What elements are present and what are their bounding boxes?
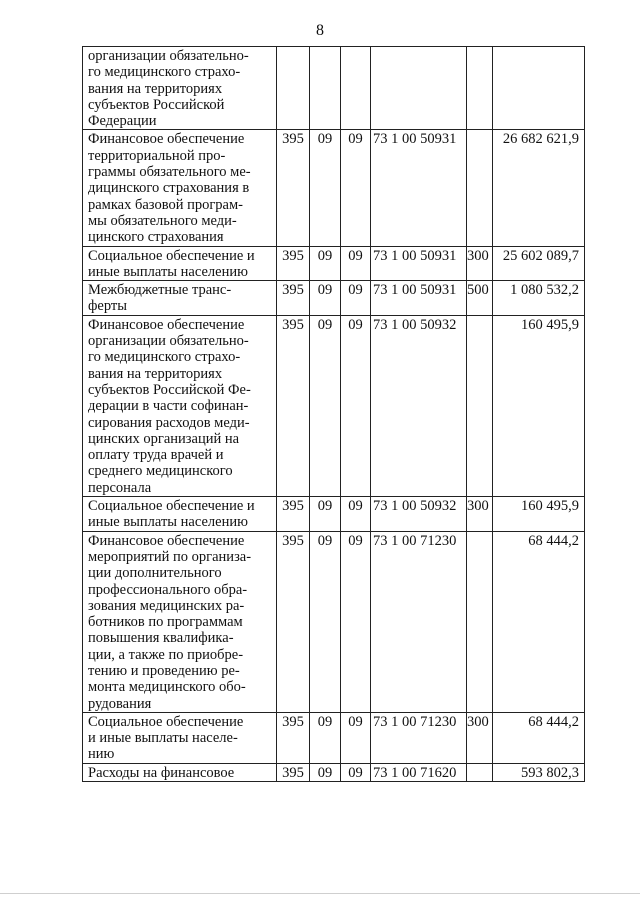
amount-cell: 68 444,2: [493, 531, 585, 712]
expense-type-cell: 300: [467, 497, 493, 532]
section-code-cell: 09: [310, 246, 341, 281]
expense-name-line: Межбюджетные транс-: [88, 282, 232, 299]
expense-name-line: дицинского страхования в: [88, 180, 250, 197]
expense-name-line: вания на территориях: [88, 80, 223, 97]
expense-name-line: мероприятий по организа-: [88, 548, 252, 565]
section-code-cell: 09: [310, 497, 341, 532]
expense-name-line: организации обязательно-: [88, 48, 249, 64]
subsection-code-cell: 09: [341, 763, 371, 781]
expense-name-line: территориальной про-: [88, 147, 226, 164]
expense-name-line: го медицинского страхо-: [88, 349, 241, 366]
expense-name-line: вания на территориях: [88, 365, 223, 382]
expense-name-line: профессионального обра-: [88, 581, 248, 598]
table-row: [83, 47, 585, 130]
section-code-cell: 09: [310, 712, 341, 763]
ministry-code-cell: 395: [277, 246, 310, 281]
subsection-code-cell: 09: [341, 246, 371, 281]
budget-table: [82, 46, 585, 782]
expense-name-line: монта медицинского обо-: [88, 679, 246, 696]
expense-name-cell: [83, 497, 277, 532]
target-article-cell: [371, 47, 467, 130]
subsection-code-cell: 09: [341, 712, 371, 763]
target-article-cell: 73 1 00 50932: [371, 497, 467, 532]
ministry-code-cell: 395: [277, 130, 310, 246]
target-article-cell: 73 1 00 71230: [371, 712, 467, 763]
expense-name-line: иные выплаты населению: [88, 514, 248, 531]
expense-name-line: ферты: [88, 298, 127, 315]
expense-name-line: повышения квалифика-: [88, 630, 234, 647]
expense-name-line: го медицинского страхо-: [88, 64, 241, 81]
amount-cell: 1 080 532,2: [493, 281, 585, 316]
expense-name-line: и иные выплаты населе-: [88, 730, 238, 747]
expense-name-line: Социальное обеспечение и: [88, 247, 255, 264]
expense-name-line: Социальное обеспечение: [88, 713, 244, 730]
section-code-cell: 09: [310, 763, 341, 781]
expense-name-line: цинского страхования: [88, 229, 224, 246]
expense-name-cell: [83, 246, 277, 281]
expense-name-line: сирования расходов меди-: [88, 414, 250, 431]
expense-name-cell: [83, 281, 277, 316]
ministry-code-cell: 395: [277, 281, 310, 316]
expense-name-line: рудования: [88, 695, 152, 712]
amount-cell: [493, 47, 585, 130]
budget-table-body: [83, 47, 585, 782]
ministry-code-cell: 395: [277, 712, 310, 763]
expense-name-line: субъектов Российской: [88, 96, 225, 113]
page-bottom-rule: [0, 893, 640, 894]
ministry-code-cell: [277, 47, 310, 130]
amount-cell: 160 495,9: [493, 315, 585, 496]
amount-cell: 593 802,3: [493, 763, 585, 781]
amount-cell: 160 495,9: [493, 497, 585, 532]
table-row: [83, 497, 585, 532]
expense-name-line: среднего медицинского: [88, 463, 233, 480]
expense-name-line: граммы обязательного ме-: [88, 164, 251, 181]
expense-name-cell: [83, 47, 277, 130]
amount-cell: 68 444,2: [493, 712, 585, 763]
subsection-code-cell: [341, 47, 371, 130]
table-row: [83, 315, 585, 496]
expense-type-cell: 500: [467, 281, 493, 316]
table-row: [83, 712, 585, 763]
subsection-code-cell: 09: [341, 531, 371, 712]
expense-name-line: Социальное обеспечение и: [88, 498, 255, 515]
target-article-cell: 73 1 00 71620: [371, 763, 467, 781]
table-row: [83, 130, 585, 246]
target-article-cell: 73 1 00 50931: [371, 246, 467, 281]
expense-name-line: субъектов Российской Фе-: [88, 381, 251, 398]
table-row: [83, 531, 585, 712]
expense-name-line: ции дополнительного: [88, 565, 222, 582]
expense-name-cell: [83, 315, 277, 496]
expense-name-line: персонала: [88, 479, 152, 496]
expense-name-line: дерации в части софинан-: [88, 398, 249, 415]
expense-name-line: нию: [88, 746, 115, 763]
expense-name-line: ботников по программам: [88, 614, 243, 631]
expense-type-cell: [467, 315, 493, 496]
expense-name-line: мы обязательного меди-: [88, 212, 237, 229]
expense-type-cell: 300: [467, 712, 493, 763]
ministry-code-cell: 395: [277, 763, 310, 781]
expense-name-line: зования медицинских ра-: [88, 597, 245, 614]
expense-name-line: цинских организаций на: [88, 430, 240, 447]
amount-cell: 25 602 089,7: [493, 246, 585, 281]
subsection-code-cell: 09: [341, 497, 371, 532]
section-code-cell: 09: [310, 315, 341, 496]
expense-name-line: организации обязательно-: [88, 333, 249, 350]
expense-name-line: ции, а также по приобре-: [88, 646, 244, 663]
expense-type-cell: [467, 47, 493, 130]
ministry-code-cell: 395: [277, 315, 310, 496]
expense-name-line: Финансовое обеспечение: [88, 131, 245, 148]
expense-name-line: рамках базовой програм-: [88, 196, 243, 213]
expense-name-line: Федерации: [88, 113, 157, 130]
expense-name-line: иные выплаты населению: [88, 263, 248, 280]
expense-name-line: тению и проведению ре-: [88, 662, 240, 679]
page-number: 8: [316, 22, 324, 39]
section-code-cell: 09: [310, 130, 341, 246]
expense-name-line: оплату труда врачей и: [88, 447, 224, 464]
subsection-code-cell: 09: [341, 130, 371, 246]
target-article-cell: 73 1 00 50931: [371, 281, 467, 316]
expense-name-cell: [83, 531, 277, 712]
expense-name-cell: [83, 712, 277, 763]
expense-name-line: Финансовое обеспечение: [88, 532, 245, 549]
table-row: [83, 246, 585, 281]
subsection-code-cell: 09: [341, 315, 371, 496]
expense-type-cell: [467, 130, 493, 246]
section-code-cell: 09: [310, 281, 341, 316]
expense-name-cell: [83, 130, 277, 246]
table-row: [83, 763, 585, 781]
expense-name-line: Финансовое обеспечение: [88, 316, 245, 333]
target-article-cell: 73 1 00 50931: [371, 130, 467, 246]
section-code-cell: 09: [310, 531, 341, 712]
ministry-code-cell: 395: [277, 531, 310, 712]
expense-type-cell: 300: [467, 246, 493, 281]
expense-type-cell: [467, 531, 493, 712]
ministry-code-cell: 395: [277, 497, 310, 532]
expense-name-cell: [83, 763, 277, 781]
target-article-cell: 73 1 00 50932: [371, 315, 467, 496]
amount-cell: 26 682 621,9: [493, 130, 585, 246]
table-row: [83, 281, 585, 316]
subsection-code-cell: 09: [341, 281, 371, 316]
section-code-cell: [310, 47, 341, 130]
expense-type-cell: [467, 763, 493, 781]
expense-name-line: Расходы на финансовое: [88, 764, 235, 781]
target-article-cell: 73 1 00 71230: [371, 531, 467, 712]
